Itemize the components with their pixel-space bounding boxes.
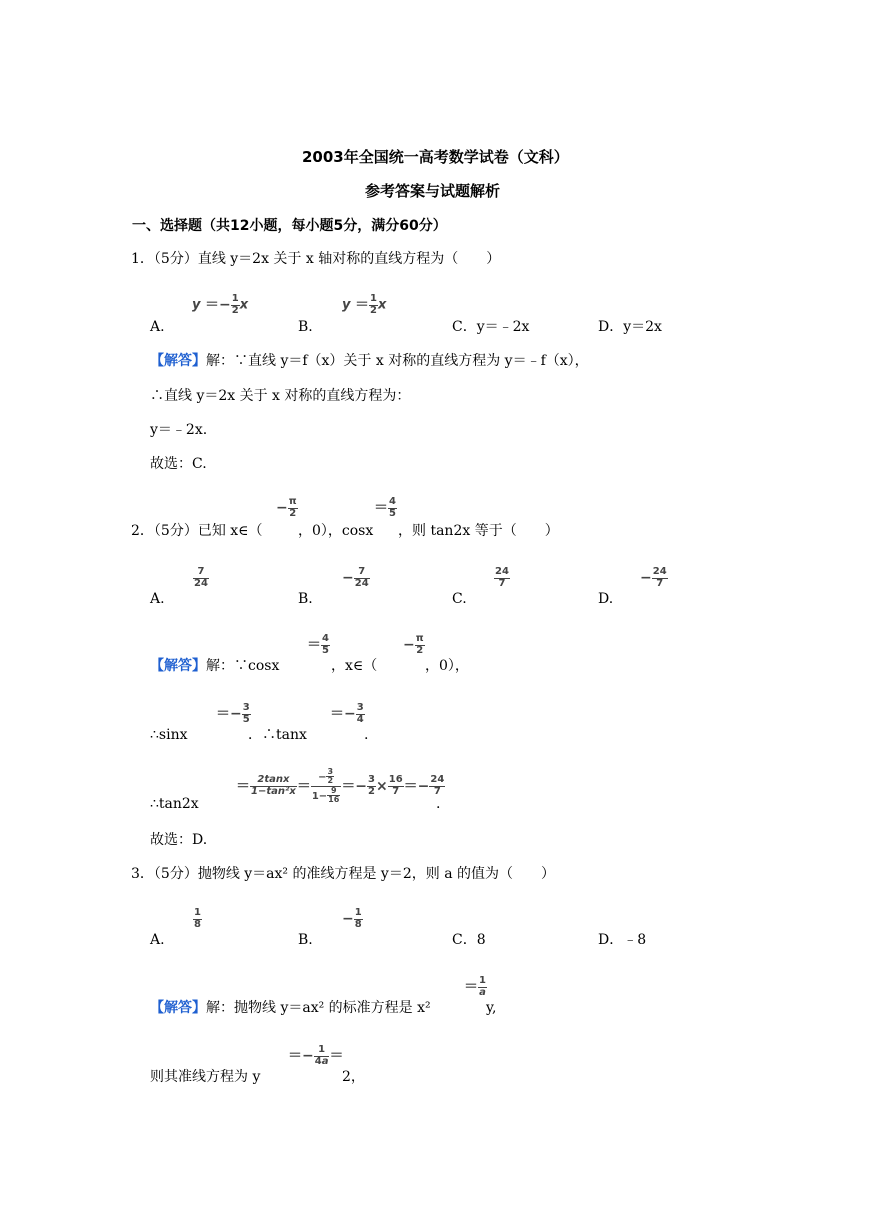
q2-option-b-formula: − $\frac{7}{24}$ (342, 566, 369, 589)
q2-solution-line3-b: . (436, 796, 441, 812)
q2-option-d-label: D. (598, 591, 614, 607)
q3-solution-line2-b: 2， (342, 1069, 365, 1085)
q2-stem-cos-value: ＝ $\frac{4}{5}$ (374, 496, 396, 519)
q1-solution-line3: y＝﹣2x. (150, 422, 208, 438)
q2-solution-line1-b: ，x∈（ (331, 658, 378, 674)
q2-solution-sin-value: ＝− $\frac{3}{5}$ (216, 702, 250, 725)
answer-tag: 【解答】 (150, 353, 206, 369)
q3-stem: 3．（5分）抛物线 y＝ax² 的准线方程是 y＝2，则 a 的值为（ ） (131, 866, 555, 882)
q2-solution-cos-value: ＝ $\frac{4}{5}$ (307, 633, 329, 656)
q1-option-d: D．y＝2x (598, 319, 662, 335)
q3-solution-line1-b: y, (486, 1000, 497, 1016)
q2-solution-line1-c: ，0）， (425, 658, 469, 674)
q2-option-b-label: B. (298, 591, 313, 607)
answer-tag: 【解答】 (150, 658, 206, 674)
q1-solution-line4: 故选：C. (150, 456, 207, 472)
section-heading: 一、选择题（共12小题，每小题5分，满分60分） (132, 218, 447, 234)
page-subtitle: 参考答案与试题解析 (365, 182, 501, 200)
q2-option-a-label: A. (150, 591, 165, 607)
q2-solution-line2-b: ．∴tanx (248, 727, 307, 743)
q3-option-b-formula: − $\frac{1}{8}$ (342, 907, 362, 930)
q1-stem: 1．（5分）直线 y＝2x 关于 x 轴对称的直线方程为（ ） (131, 251, 501, 267)
q2-solution-line4: 故选：D. (150, 832, 208, 848)
q2-stem-part1: 2．（5分）已知 x∈（ (131, 523, 263, 539)
q2-solution-line2-a: ∴sinx (150, 727, 188, 743)
q1-option-a-label: A. (150, 319, 165, 335)
q2-option-c-label: C. (452, 591, 467, 607)
q1-option-b-label: B. (298, 319, 313, 335)
q3-option-c: C．8 (452, 932, 486, 948)
q2-solution-line1-a: 【解答】解：∵cosx (150, 658, 280, 674)
q3-solution-line1-a: 【解答】解：抛物线 y＝ax² 的标准方程是 x² (150, 1000, 431, 1016)
q1-option-b-formula: y ＝ $\frac{1}{2}$ x (342, 293, 387, 316)
q1-solution-line1: 【解答】解：∵直线 y＝f（x）关于 x 对称的直线方程为 y＝﹣f（x）， (150, 353, 589, 369)
q2-option-c-formula: $\frac{24}{7}$ (495, 566, 509, 589)
q2-solution-tan-value: ＝− $\frac{3}{4}$ (330, 702, 364, 725)
q2-stem-part2: ，0），cosx (298, 523, 374, 539)
q2-solution-x-range: − $\frac{\pi}{2}$ (403, 633, 424, 656)
q2-solution-line2-c: . (364, 727, 369, 743)
q3-solution-line2-a: 则其准线方程为 y (150, 1069, 261, 1085)
q3-option-a-label: A. (150, 932, 165, 948)
q2-solution-line3-a: ∴tan2x (150, 796, 199, 812)
q3-solution-standard-form: ＝ $\frac{1}{a}$ (464, 975, 486, 998)
q2-option-d-formula: − $\frac{24}{7}$ (640, 566, 667, 589)
q3-solution-directrix: ＝− $\frac{1}{4a}$ ＝ (288, 1044, 344, 1067)
q2-stem-part3: ，则 tan2x 等于（ ） (398, 523, 559, 539)
q2-stem-x-range: − $\frac{\pi}{2}$ (276, 496, 297, 519)
q3-option-a-formula: $\frac{1}{8}$ (194, 907, 201, 930)
q1-solution-line2: ∴直线 y＝2x 关于 x 对称的直线方程为： (150, 388, 411, 404)
q1-option-a-formula: y ＝− $\frac{1}{2}$ x (192, 293, 249, 316)
answer-tag: 【解答】 (150, 1000, 206, 1016)
q3-option-b-label: B. (298, 932, 313, 948)
q1-option-c: C．y＝﹣2x (452, 319, 530, 335)
q2-solution-tan2x-derivation: ＝ $\frac{2\tan x}{\text{1−tan²x}}$ ＝ − $\frac{3}{2}$ 1− $\frac{9}{16}$ ＝− $\frac{3}{2}$ × $\frac{16}{7}$ ＝− $\frac{24}{7}$ (236, 767, 445, 805)
page-title: 2003年全国统一高考数学试卷（文科） (302, 148, 569, 166)
q3-option-d: D．﹣8 (598, 932, 647, 948)
q2-option-a-formula: $\frac{7}{24}$ (194, 566, 208, 589)
